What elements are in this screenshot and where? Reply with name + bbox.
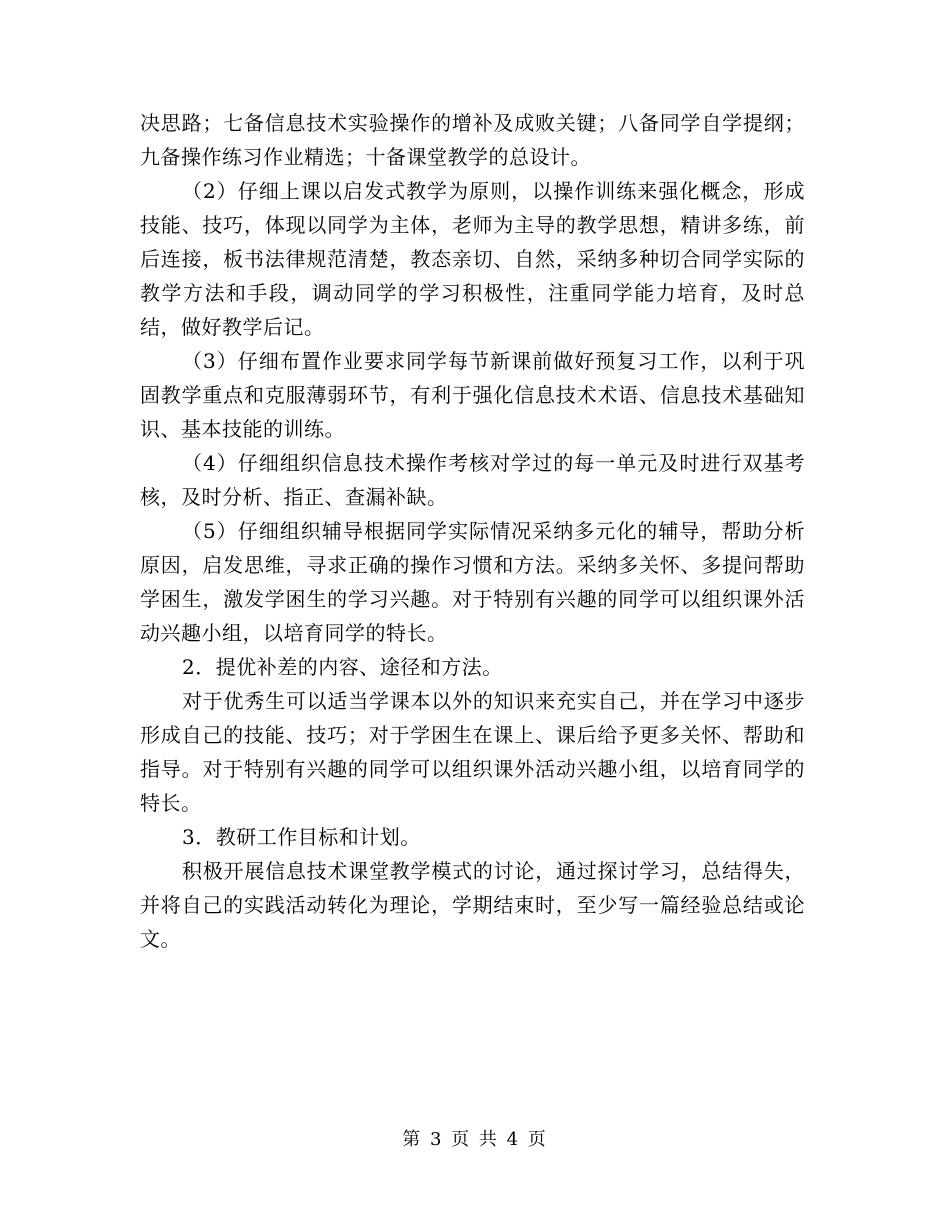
section-heading-3: 3．教研工作目标和计划。 (182, 825, 421, 849)
paragraph-6: 对于优秀生可以适当学课本以外的知识来充实自己，并在学习中逐步形成自己的技能、技巧；对于学困生在课上、课后给予更多关怀、帮助和指导。对于特别有兴趣的同学可以组织课外活动兴趣小组，以培育同学的特长。 (140, 689, 805, 815)
page-number-footer: 第 3 页 共 4 页 (402, 1129, 548, 1150)
paragraph-2: （2）仔细上课以启发式教学为原则，以操作训练来强化概念，形成技能、技巧，体现以同学为主体，老师为主导的教学思想，精讲多练，前后连接，板书法律规范清楚，教态亲切、自然，采纳多种切合同学实际的教学方法和手段，调动同学的学习积极性，注重同学能力培育，及时总结，做好教学后记。 (140, 179, 805, 339)
paragraph-3: （3）仔细布置作业要求同学每节新课前做好预复习工作，以利于巩固教学重点和克服薄弱环节，有利于强化信息技术术语、信息技术基础知识、基本技能的训练。 (140, 349, 805, 441)
section-heading-2: 2．提优补差的内容、途径和方法。 (182, 655, 503, 679)
document-body (140, 106, 805, 956)
paragraph-7: 积极开展信息技术课堂教学模式的讨论，通过探讨学习，总结得失，并将自己的实践活动转化为理论，学期结束时，至少写一篇经验总结或论文。 (140, 859, 805, 951)
paragraph-4: （4）仔细组织信息技术操作考核对学过的每一单元及时进行双基考核，及时分析、指正、查漏补缺。 (140, 451, 805, 509)
paragraph-1: 决思路；七备信息技术实验操作的增补及成败关键；八备同学自学提纲；九备操作练习作业精选；十备课堂教学的总设计。 (140, 111, 805, 169)
paragraph-5: （5）仔细组织辅导根据同学实际情况采纳多元化的辅导，帮助分析原因，启发思维，寻求正确的操作习惯和方法。采纳多关怀、多提问帮助学困生，激发学困生的学习兴趣。对于特别有兴趣的同学可以组织课外活动兴趣小组，以培育同学的特长。 (140, 519, 805, 645)
